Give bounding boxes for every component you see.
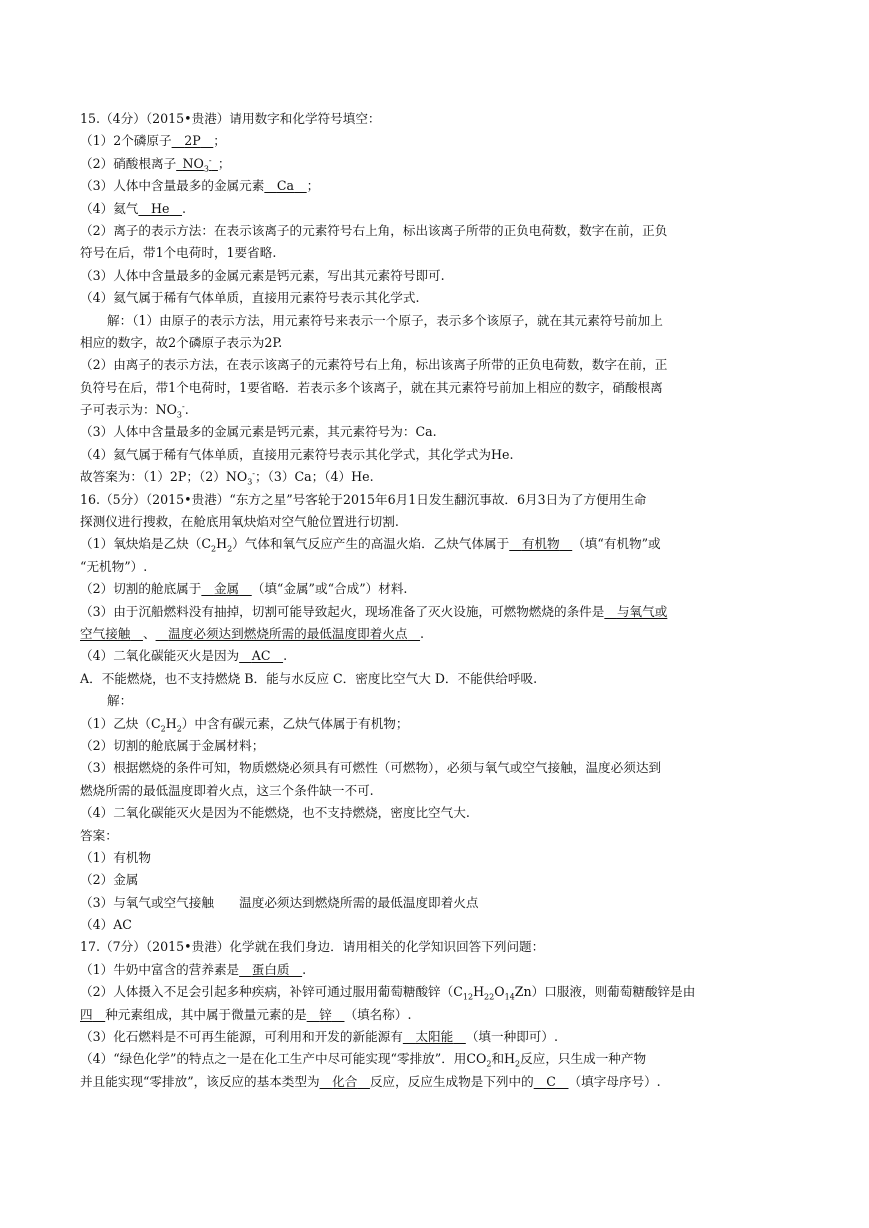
text-run: - bbox=[208, 155, 212, 165]
text-run: . bbox=[283, 648, 288, 664]
q16-heading bbox=[80, 511, 792, 533]
text-run: （1）牛奶中富含的营养素是 bbox=[80, 961, 240, 977]
text-run: 2 bbox=[515, 1059, 521, 1069]
text-run: （2）金属 bbox=[80, 872, 139, 888]
text-run: （2）切割的舱底属于 bbox=[80, 581, 202, 597]
text-run: 解：（1）由原子的表示方法，用元素符号来表示一个原子，表示多个该原子，就在其元素符号前加上 bbox=[107, 312, 663, 328]
text-run: 15.（4分）（2015•贵港）请用数字和化学符号填空： bbox=[80, 111, 381, 126]
text-run: 2 bbox=[227, 544, 233, 554]
text-run: ）中含有碳元素，乙炔气体属于有机物； bbox=[181, 715, 409, 731]
q17-heading bbox=[80, 936, 792, 958]
text-run: “无机物”）. bbox=[80, 558, 148, 574]
text-run: 相应的数字，故2个磷原子表示为2P. bbox=[80, 334, 283, 350]
text-run: （3）化石燃料是不可再生能源，可利用和开发的新能源有 bbox=[80, 1029, 403, 1045]
text-run: 2 bbox=[486, 1059, 492, 1069]
q15-solution bbox=[80, 444, 792, 466]
text-run: 探测仪进行搜救，在舱底用氧炔焰对空气舱位置进行切割. bbox=[80, 514, 399, 530]
text-run: （填字母序号）. bbox=[568, 1073, 661, 1089]
text-run: 2 bbox=[160, 724, 166, 734]
text-run: （3）由于沉船燃料没有抽掉，切割可能导致起火，现场准备了灭火设施，可燃物燃烧的条件是 bbox=[80, 603, 605, 619]
text-run: 太阳能 bbox=[415, 1029, 454, 1045]
q17-item-3 bbox=[80, 1026, 792, 1048]
text-run: （2）人体摄入不足会引起多种疾病，补锌可通过服用葡萄糖酸锌（C bbox=[80, 984, 463, 1000]
q15-solution bbox=[80, 421, 792, 443]
text-run: 14 bbox=[504, 992, 515, 1002]
q16-answer bbox=[80, 914, 792, 936]
q16-heading bbox=[80, 489, 792, 511]
text-run: H bbox=[165, 715, 177, 731]
answer-blank bbox=[264, 178, 306, 193]
text-run: ； bbox=[217, 155, 231, 171]
q17-item-4 bbox=[80, 1071, 792, 1093]
text-run: 化合 bbox=[332, 1073, 358, 1089]
q16-options bbox=[80, 668, 792, 690]
text-run: 反应，反应生成物是下列中的 bbox=[369, 1073, 534, 1089]
text-run: （2）离子的表示方法：在表示该离子的元素符号右上角，标出该离子所带的正负电荷数，数字在前，正负 bbox=[80, 222, 668, 238]
q15-analysis bbox=[80, 220, 792, 242]
q15-analysis bbox=[80, 287, 792, 309]
q16-answer bbox=[80, 869, 792, 891]
q15-item-3 bbox=[80, 175, 792, 197]
q15-item-1 bbox=[80, 130, 792, 152]
answer-blank bbox=[307, 1007, 345, 1022]
text-run: 17.（7分）（2015•贵港）化学就在我们身边．请用相关的化学知识回答下列问题： bbox=[80, 939, 545, 955]
text-run: . bbox=[182, 200, 187, 216]
text-run: NO bbox=[182, 155, 204, 171]
text-run: （4）“绿色化学”的特点之一是在化工生产中尽可能实现“零排放”．用CO bbox=[80, 1051, 487, 1067]
text-run: 3 bbox=[247, 477, 253, 487]
text-run: （填一种即可）. bbox=[465, 1029, 558, 1045]
text-run: 四 bbox=[80, 1006, 93, 1022]
text-run: 12 bbox=[462, 992, 474, 1002]
q15-item-2 bbox=[80, 153, 792, 175]
answer-blank bbox=[509, 536, 572, 551]
answer-blank bbox=[239, 648, 283, 663]
text-run: （3）根据燃烧的条件可知，物质燃烧必须具有可燃性（可燃物），必须与氧气或空气接触，温度必须达到 bbox=[80, 760, 662, 776]
text-run: 种元素组成，其中属于微量元素的是 bbox=[105, 1006, 307, 1022]
text-run: （填“有机物”或 bbox=[572, 536, 661, 552]
q16-answer bbox=[80, 892, 792, 914]
text-run: （4）氦气 bbox=[80, 200, 139, 216]
text-run: （1）氧炔焰是乙炔（C bbox=[80, 536, 211, 552]
answer-blank bbox=[534, 1074, 569, 1089]
q15-solution bbox=[80, 310, 792, 332]
text-run: （1）有机物 bbox=[80, 849, 151, 865]
q16-item-2 bbox=[80, 578, 792, 600]
answer-blank bbox=[156, 626, 420, 641]
text-run: 答案： bbox=[80, 827, 118, 843]
text-run: （1）乙炔（C bbox=[80, 715, 161, 731]
text-run: He bbox=[150, 200, 170, 216]
text-run: ；（3）Ca；（4）He. bbox=[255, 469, 374, 485]
answer-blank bbox=[320, 1074, 370, 1089]
q15-analysis bbox=[80, 265, 792, 287]
q16-item-1 bbox=[80, 533, 792, 555]
q16-solution bbox=[80, 802, 792, 824]
text-run: ）气体和氧气反应产生的高温火焰．乙炔气体属于 bbox=[232, 536, 510, 552]
text-run: （3）人体中含量最多的金属元素 bbox=[80, 178, 265, 194]
text-run: 2 bbox=[176, 724, 182, 734]
text-run: O bbox=[494, 984, 505, 1000]
q17-item-1 bbox=[80, 959, 792, 981]
answer-blank bbox=[201, 581, 251, 596]
text-run: ； bbox=[306, 178, 320, 194]
q15-solution bbox=[80, 377, 792, 399]
text-run: Zn）口服液，则葡萄糖酸锌是由 bbox=[514, 984, 696, 1000]
text-run: （填名称）. bbox=[344, 1006, 412, 1022]
text-run: 有机物 bbox=[521, 536, 560, 552]
q16-answer bbox=[80, 847, 792, 869]
text-run: . bbox=[420, 625, 425, 641]
text-run: 22 bbox=[484, 992, 495, 1002]
q16-solution bbox=[80, 735, 792, 757]
q15-analysis bbox=[80, 242, 792, 264]
q16-answer bbox=[80, 825, 792, 847]
answer-blank bbox=[172, 133, 214, 148]
q16-item-4 bbox=[80, 645, 792, 667]
answer-blank bbox=[80, 626, 143, 641]
text-run: （2）硝酸根离子 bbox=[80, 155, 177, 171]
text-run: C bbox=[546, 1073, 556, 1089]
q15-solution bbox=[80, 354, 792, 376]
q15-solution bbox=[80, 399, 792, 421]
q17-item-4 bbox=[80, 1048, 792, 1070]
text-run: （4）二氧化碳能灭火是因为不能燃烧，也不支持燃烧，密度比空气大. bbox=[80, 805, 470, 821]
text-run: 解： bbox=[107, 693, 133, 709]
text-run: 锌 bbox=[319, 1006, 332, 1022]
q17-item-2 bbox=[80, 981, 792, 1003]
q15-item-4 bbox=[80, 198, 792, 220]
text-run: . bbox=[184, 402, 189, 418]
text-run: H bbox=[216, 536, 228, 552]
text-run: 故答案为：（1）2P；（2）NO bbox=[80, 469, 248, 485]
text-run: - bbox=[252, 469, 255, 479]
text-run: 、 bbox=[142, 625, 156, 641]
text-run: 和H bbox=[491, 1051, 516, 1067]
answer-blank bbox=[239, 962, 302, 977]
text-run: 空气接触 bbox=[80, 625, 131, 641]
text-run: （3）人体中含量最多的金属元素是钙元素，写出其元素符号即可. bbox=[80, 267, 445, 283]
text-run: （2）切割的舱底属于金属材料； bbox=[80, 737, 265, 753]
q17-item-2 bbox=[80, 1004, 792, 1026]
answer-blank bbox=[138, 201, 182, 216]
text-run: 3 bbox=[203, 164, 209, 174]
q15-solution bbox=[80, 332, 792, 354]
text-run: 金属 bbox=[213, 581, 240, 597]
text-run: - bbox=[182, 401, 185, 411]
q16-solution bbox=[80, 690, 792, 712]
answer-blank bbox=[604, 604, 667, 619]
text-run: 负符号在后，带1个电荷时，1要省略．若表示多个该离子，就在其元素符号前加上相应的数字，硝酸根离 bbox=[80, 379, 663, 395]
answer-blank bbox=[80, 1007, 105, 1022]
text-run: （4）氦气属于稀有气体单质，直接用元素符号表示其化学式，其化学式为He. bbox=[80, 446, 514, 462]
q16-item-3 bbox=[80, 601, 792, 623]
text-run: （2）由离子的表示方法，在表示该离子的元素符号右上角，标出该离子所带的正负电荷数，数字在前，正 bbox=[80, 357, 668, 373]
q16-solution bbox=[80, 713, 792, 735]
text-run: （填“金属”或“合成”）材料. bbox=[251, 581, 408, 597]
text-run: 2P bbox=[184, 133, 201, 149]
q15-answer bbox=[80, 466, 792, 488]
answer-blank bbox=[403, 1029, 466, 1044]
text-run: A．不能燃烧，也不支持燃烧 B．能与水反应 C．密度比空气大 D．不能供给呼吸. bbox=[80, 670, 538, 686]
text-run: （3）人体中含量最多的金属元素是钙元素，其元素符号为：Ca. bbox=[80, 424, 437, 440]
q16-solution bbox=[80, 757, 792, 779]
text-run: 蛋白质 bbox=[251, 961, 290, 977]
text-run: 2 bbox=[211, 544, 217, 554]
text-run: AC bbox=[251, 648, 271, 664]
text-run: （1）2个磷原子 bbox=[80, 133, 172, 149]
text-run: 与氧气或 bbox=[616, 603, 668, 619]
text-run: 16.（5分）（2015•贵港）“东方之星”号客轮于2015年6月1日发生翻沉事故．6月3日为了方便用生命 bbox=[80, 491, 647, 507]
text-run: . bbox=[302, 961, 307, 977]
q16-item-1 bbox=[80, 556, 792, 578]
text-run: 燃烧所需的最低温度即着火点，这三个条件缺一不可. bbox=[80, 782, 374, 798]
q16-item-3 bbox=[80, 623, 792, 645]
q15-heading bbox=[80, 108, 792, 130]
text-run: 3 bbox=[176, 410, 183, 420]
text-run: （4）二氧化碳能灭火是因为 bbox=[80, 648, 240, 664]
text-run: 并且能实现“零排放”，该反应的基本类型为 bbox=[80, 1073, 320, 1089]
text-run: （4）氦气属于稀有气体单质，直接用元素符号表示其化学式. bbox=[80, 290, 420, 306]
text-run: （3）与氧气或空气接触 温度必须达到燃烧所需的最低温度即着火点 bbox=[80, 894, 479, 910]
document-page bbox=[80, 108, 792, 1093]
text-run: 符号在后，带1个电荷时，1要省略. bbox=[80, 245, 277, 261]
text-run: 反应，只生成一种产物 bbox=[520, 1051, 647, 1067]
text-run: （4）AC bbox=[80, 917, 132, 933]
q16-solution bbox=[80, 780, 792, 802]
text-run: 温度必须达到燃烧所需的最低温度即着火点 bbox=[168, 625, 408, 641]
text-run: ； bbox=[213, 133, 226, 149]
answer-blank bbox=[176, 155, 218, 174]
text-run: Ca bbox=[276, 178, 295, 194]
text-run: H bbox=[473, 984, 485, 1000]
text-run: 子可表示为：NO bbox=[80, 402, 177, 418]
